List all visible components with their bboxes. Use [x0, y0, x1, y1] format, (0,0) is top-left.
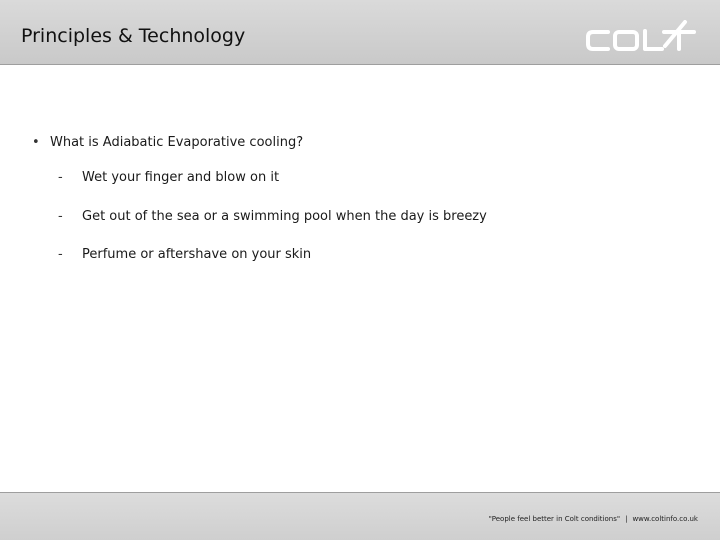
sub-item-text: Perfume or aftershave on your skin — [82, 247, 312, 262]
footer-slogan: "People feel better in Colt conditions" — [488, 515, 621, 523]
sub-item-text: Get out of the sea or a swimming pool when the day is breezy — [82, 208, 487, 224]
bullet-item — [32, 135, 303, 150]
slide-title: Principles & Technology — [21, 25, 246, 47]
header-band — [0, 0, 720, 65]
dash-marker: - — [58, 170, 63, 185]
sub-item-text: Wet your finger and blow on it — [82, 170, 280, 185]
colt-logo — [584, 20, 700, 54]
sub-list-item — [58, 170, 487, 209]
dash-marker: - — [58, 208, 63, 224]
footer-website: www.coltinfo.co.uk — [632, 515, 698, 523]
dash-marker: - — [58, 247, 63, 262]
footer-band — [0, 492, 720, 540]
sub-list-item — [58, 247, 487, 286]
sub-list-item — [58, 209, 487, 248]
bullet-question: What is Adiabatic Evaporative cooling? — [50, 135, 304, 150]
footer-separator: | — [625, 515, 628, 523]
footer-info — [489, 515, 698, 523]
sub-list — [58, 170, 487, 286]
bullet-marker: • — [32, 135, 40, 150]
